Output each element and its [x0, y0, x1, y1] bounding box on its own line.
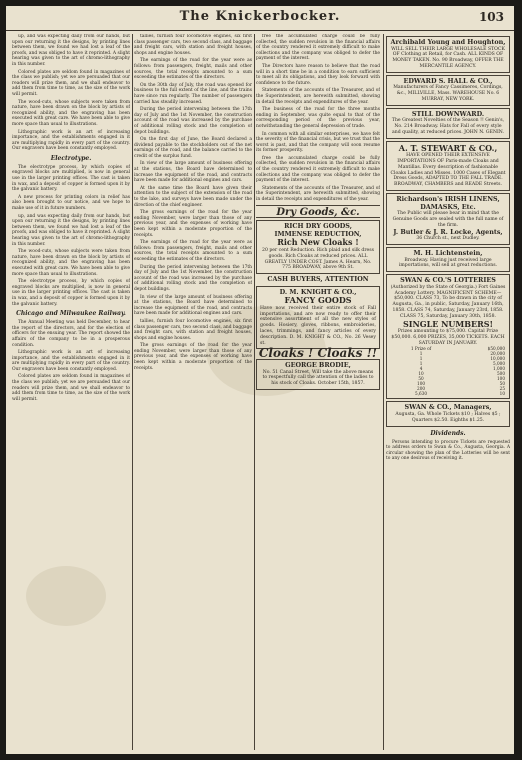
ad-body: HAVE OPENED THEIR EXTENSIVE IMPORTATIONS OF Paris-made Cloaks and Mantillas. Every description of fashionable Cloaks Ladies and Misses. 1000 Cases of Elegant Dress Goods, ADAPTED TO THE FALL TRADE. BROADWAY, CHAMBERS and READE Streets.	[390, 153, 506, 188]
masthead-title: The Knickerbocker.	[179, 9, 341, 24]
column-1	[12, 34, 130, 750]
dry-goods-heading: Dry Goods, &c.	[276, 206, 360, 218]
ad-head: SWAN & CO.'S LOTTERIES	[400, 276, 496, 285]
paragraph: up, and was expecting daily from our hands, but upon our returning it the designs, by printing lines between them, we found we had lost a leaf of the proofs, and was obliged to have it reprinted. A slight hearing was given to the art of chromo-lithography in this number.	[12, 213, 130, 247]
ad-line: GEORGE BRODIE,	[285, 360, 351, 369]
paragraph: The gross earnings of the road for the year ending November, were larger than those of any previous year, and the expenses of working have been kept within a moderate proportion of the receipts.	[134, 210, 252, 238]
ad-body: Prizes amounting to $75,000. Capital Prize $50,000. 6,000 PRIZES, 35,000 TICKETS. EACH SATURDAY IN JANUARY.	[391, 329, 505, 346]
section-heading: Electrotype.	[50, 154, 92, 162]
paragraph: The Annual Meeting was held December, to hear the report of the directors, and for the election of officers for the ensuing year. The report showed the affairs of the company to be in a prosperous condition.	[12, 320, 130, 348]
paragraph: During the period intervening between the 17th day of July and the 1st November, the construction account of the road was increased by the purchase of additional rolling stock and the completion of depot buildings.	[134, 107, 252, 135]
ad-head: Richardson's IRISH LINENS, DAMASKS, Etc.	[396, 195, 500, 211]
paragraph: up, and was expecting daily from our hands, but upon our returning it the designs, by printing lines between them, we found we had lost a leaf of the proofs, and was obliged to have it reprinted. A slight hearing was given to the art of chromo-lithography in this number.	[12, 34, 130, 67]
paragraph: tallies, furnish four locomotive engines, six first class passenger cars, two second class, and baggage and freight cars, with station and freight houses, shops and engine houses.	[134, 318, 252, 341]
ad-line: D. M. KNIGHT & CO.,	[279, 287, 357, 296]
paragraph: The electrotype process, by which copies of engraved blocks are multiplied, is now in general use in the larger printing offices. The cast is taken in wax, and a deposit of copper is formed upon it by the galvanic battery.	[12, 164, 130, 193]
table-row: 1 20,000	[419, 351, 505, 357]
paragraph: Colored plates are seldom found in magazines of the class we publish; yet we are persuaded that our readers will prize them, and we shall endeavor to add them from time to time, as the size of the work will permit.	[12, 374, 130, 402]
ad-stewart	[386, 141, 510, 191]
divider	[256, 205, 380, 206]
paragraph: In common with all similar enterprises, we have felt the severity of the financial crisis, but we trust that the worst is past, and that the company will soon resume its former prosperity.	[256, 131, 380, 154]
ad-body: The Greatest Novelties of the Season !! Genin's, No. 214 Broadway. Hats for Fall of every style and quality, at reduced prices. JOHN N. GENIN.	[391, 118, 505, 135]
paragraph: The Directors have reason to believe that the road will in a short time be in a condition to earn sufficient to meet all its obligations, and they look forward with confidence to the future.	[256, 63, 380, 86]
notice-body: Persons intending to procure Tickets are requested to address orders to Swan & Co., Augusta, Georgia. A circular showing the plan of the Lotteries will be sent to any one desirous of receiving it.	[386, 439, 510, 462]
ad-body: No. 51 Canal Street, Will take the above means to respectfully call the attention of the ladies to his stock of Cloaks. October 15th, 1857.	[262, 369, 374, 387]
paragraph: free the accumulated charge could be fully collected, the sudden revulsion in the financial affairs of the country rendered it extremely difficult to make collections and the company was obliged to defer the payment of the interest.	[256, 34, 380, 62]
prize-schedule	[390, 346, 506, 396]
ad-body: Have now received their entire stock of Fall importations, and are now ready to offer their extensive assortment of all the new styles of goods. Hosiery, gloves, ribbons, embroideries, laces, trimmings, and fancy articles of every description. D. M. KNIGHT & CO., No. 26 Vesey st.	[260, 305, 376, 346]
column-3	[256, 34, 380, 750]
ad-hall	[386, 75, 510, 106]
ad-body: Augusta, Ga. Whole Tickets $10 ; Halves $5 ; Quarters $2.50. Eighths $1.25.	[395, 412, 501, 423]
ad-swan-lotteries	[386, 274, 510, 399]
column-rule	[132, 34, 133, 750]
ad-line: IMMENSE REDUCTION,	[274, 229, 362, 238]
paragraph: Colored plates are seldom found in magazines of the class we publish; yet we are persuaded that our readers will prize them, and we shall endeavor to add them from time to time, as the size of the work will permit.	[12, 69, 130, 97]
ad-line: Rich New Cloaks !	[277, 237, 359, 248]
paragraph: The earnings of the road for the year were as follows: from passengers, freight, mails and other sources, the total receipts amounted to a sum exceeding the estimates of the directors.	[134, 58, 252, 81]
column-4	[386, 34, 510, 750]
masthead	[6, 6, 514, 31]
ad-head: EDWARD S. HALL & CO.,	[403, 76, 493, 85]
table-row: 5,630 10	[415, 391, 505, 397]
ad-genin	[386, 108, 510, 139]
ad-body: (Authorized by the State of Georgia.) Fort Gaines Academy Lottery. MAGNIFICENT SCHEME—$50,000. CLASS 73, To be drawn in the city of Augusta, Ga., in public, Saturday, January 16th, 1858. CLASS 74, Saturday, January 23rd, 1858. CLASS 75, Saturday, January 30th, 1858.	[390, 284, 506, 319]
ad-line: RICH DRY GOODS,	[284, 222, 352, 231]
notice-heading: Dividends.	[430, 429, 466, 437]
paragraph: On the 30th day of July, the road was opened for business to the full extent of the line, and the trains have since run regularly. The number of passengers carried has steadily increased.	[134, 82, 252, 105]
paragraph: Lithographic work is an art of increasing importance, and the establishments engaged in it are multiplying rapidly in every part of the country. Our engravers have been constantly employed.	[12, 350, 130, 372]
newspaper-page	[6, 6, 514, 754]
ad-hearn	[256, 220, 380, 274]
table-row: 10 500	[418, 371, 505, 377]
paragraph: Statements of the accounts of the Treasurer, and of the Superintendent, are herewith submitted, showing in detail the receipts and expenditures of the year.	[256, 185, 380, 203]
column-rule	[254, 34, 255, 750]
paragraph: The gross earnings of the road for the year ending November, were larger than those of any previous year, and the expenses of working have been kept within a moderate proportion of the receipts.	[134, 343, 252, 371]
paragraph: The wood-cuts, whose subjects were taken from nature, have been drawn on the block by artists of recognized ability, and the engraving has been executed with great care. We have been able to give more space than usual to illustrations.	[12, 99, 130, 127]
ad-line: CASH BUYERS, ATTENTION	[267, 275, 369, 284]
ad-swan-managers	[386, 401, 510, 426]
ad-young-houghton	[386, 36, 510, 73]
ad-body: WILL SELL THEIR LARGE WHOLESALE STOCK OF Clothing at Retail, for Cash. ALL KINDS OF MONEY TAKEN. No. 90 Broadway, OFFER THE MERCANTILE AGENCY.	[391, 46, 505, 69]
paragraph: On the first day of June, the Board declared a dividend payable to the stockholders out of the net earnings of the road, and the balance carried to the credit of the surplus fund.	[134, 137, 252, 159]
column-2	[134, 34, 252, 750]
ad-body: 20 per cent Reduction. Rich plaid and silk dress goods. Rich Cloaks at reduced prices. ALL GREATLY UNDER COST. James A. Hearn, No. 775 BROADWAY, above 9th St.	[262, 247, 374, 271]
paragraph: A new process for printing colors in relief has also been brought to our notice, and we hope to make use of it in future numbers.	[12, 194, 130, 212]
paragraph: The wood-cuts, whose subjects were taken from nature, have been drawn on the block by artists of recognized ability, and the engraving has been executed with great care. We have been able to give more space than usual to illustrations.	[12, 249, 130, 277]
ad-head: STILL DOWNWARD.	[411, 109, 485, 118]
cloaks-heading: Cloaks ! Cloaks !!	[258, 346, 378, 361]
table-row: 50 100	[418, 376, 505, 382]
paragraph: The electrotype process, by which copies of engraved blocks are multiplied, is now in general use in the larger printing offices. The cast is taken in wax, and a deposit of copper is formed upon it by the galvanic battery.	[12, 279, 130, 307]
ad-head: M. H. Lichtenstein,	[413, 249, 483, 257]
ad-brodie	[256, 359, 380, 390]
paragraph: Statements of the accounts of the Treasurer, and of the Superintendent, are herewith submitted, showing in detail the receipts and expenditures of the year.	[256, 88, 380, 105]
table-row: 1 5,000	[419, 361, 505, 367]
paragraph: In view of the large amount of business offering at the stations, the Board have determined to increase the equipment of the road, and contracts have been made for additional engines and cars.	[134, 161, 252, 184]
ad-lichtenstein	[386, 247, 510, 272]
ad-head: J. Butler & J. R. Locke, Agents,	[393, 227, 503, 236]
table-row: 4 1,000	[419, 366, 505, 372]
ad-body: Manufacturers of Fancy Cassimeres, Cordings, &c., MILLVILLE, Mass. WAREHOUSE No. 6 MURRAY, NEW YORK.	[393, 85, 503, 102]
table-row: 1 Prize of $50,000	[410, 346, 505, 352]
ad-body: The Public will please bear in mind that the Genuine Goods are sealed with the full name of the firm.	[392, 211, 504, 228]
table-row: 200 25	[417, 386, 505, 392]
paragraph: tallies, furnish four locomotive engines, six first class passenger cars, two second class, and baggage and freight cars, with station and freight houses, shops and engine houses.	[134, 34, 252, 56]
page-number: 103	[478, 10, 504, 24]
paragraph: At the same time the Board have given their attention to the subject of the extension of the road to the lake, and surveys have been made under the direction of the chief engineer.	[134, 185, 252, 208]
ad-body: Broadway. Having just received large importations, will sell at great reductions.	[398, 257, 498, 269]
ad-head: A. T. STEWART & CO.,	[398, 142, 498, 153]
ad-head: SWAN & CO., Managers,	[404, 403, 492, 412]
paragraph: During the period intervening between the 17th day of July and the 1st November, the construction account of the road was increased by the purchase of additional rolling stock and the completion of depot buildings.	[134, 264, 252, 292]
ad-knight	[256, 286, 380, 350]
ad-richardson	[386, 193, 510, 245]
table-row: 100 50	[417, 381, 505, 387]
paragraph: free the accumulated charge could be fully collected, the sudden revulsion in the financial affairs of the country rendered it extremely difficult to make collections and the company was obliged to defer the payment of the interest.	[256, 155, 380, 184]
paragraph: Lithographic work is an art of increasing importance, and the establishments engaged in it are multiplying rapidly in every part of the country. Our engravers have been constantly employed.	[12, 129, 130, 152]
ad-head: Archibald Young and Houghton,	[390, 38, 506, 46]
ad-body: 36 Church st., next Dudley.	[416, 236, 480, 242]
ad-head: SINGLE NUMBERS!	[402, 318, 494, 329]
paragraph: In view of the large amount of business offering at the stations, the Board have determined to increase the equipment of the road, and contracts have been made for additional engines and cars.	[134, 294, 252, 317]
table-row: 1 10,000	[419, 356, 505, 362]
paragraph: The business of the road for the three months ending in September, was quite equal to that of the corresponding period of the previous year, notwithstanding the general depression of trade.	[256, 107, 380, 129]
section-heading: Chicago and Milwaukee Railway.	[16, 310, 126, 318]
paragraph: The earnings of the road for the year were as follows: from passengers, freight, mails and other sources, the total receipts amounted to a sum exceeding the estimates of the directors.	[134, 240, 252, 262]
column-rule	[383, 34, 384, 750]
ad-line: FANCY GOODS	[284, 295, 352, 306]
